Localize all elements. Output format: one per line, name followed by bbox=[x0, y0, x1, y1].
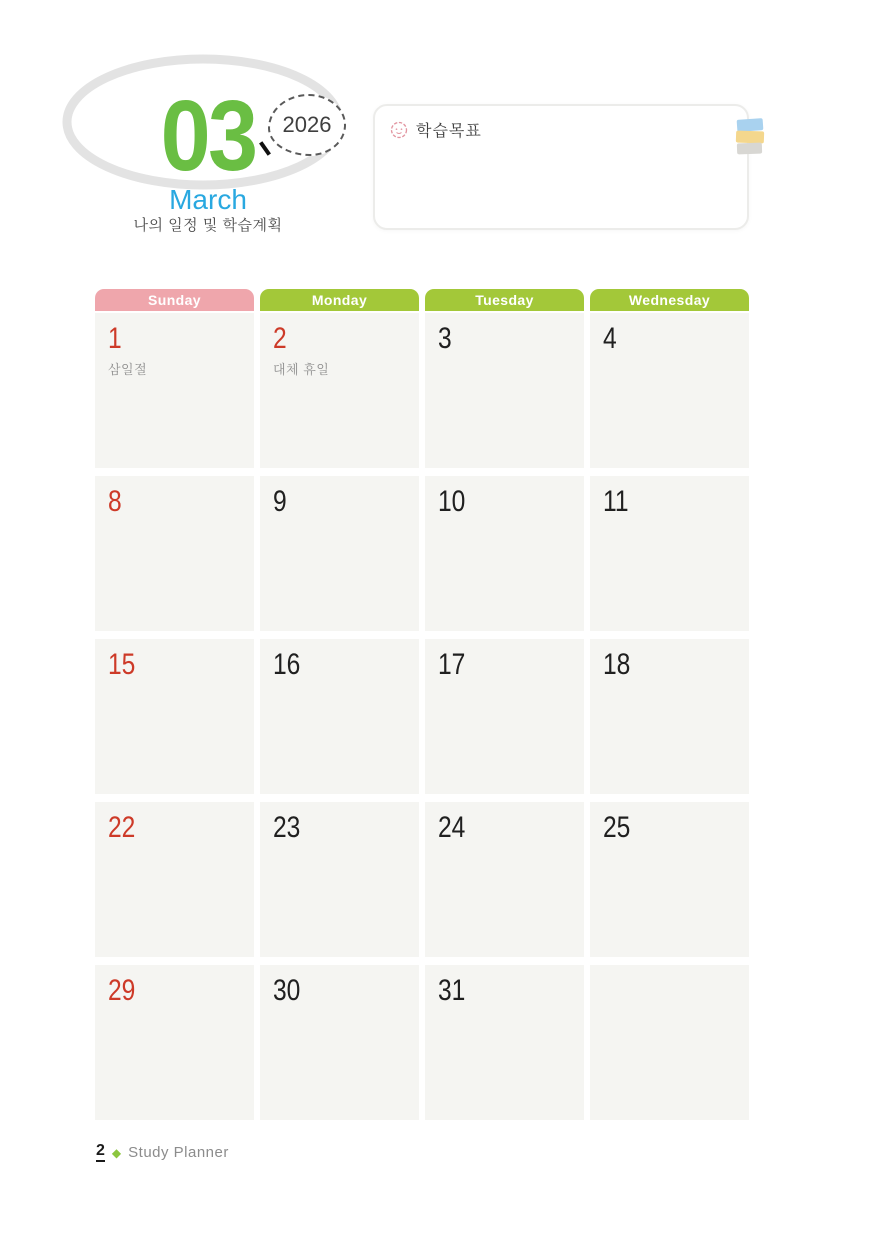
day-cell-16[interactable] bbox=[260, 639, 419, 794]
index-tab-yellow-tab[interactable] bbox=[736, 131, 764, 144]
page-footer bbox=[96, 1143, 229, 1162]
day-cell-15[interactable] bbox=[95, 639, 254, 794]
day-header-tuesday: Tuesday bbox=[425, 289, 584, 311]
day-number: 8 bbox=[108, 485, 122, 518]
month-name: March bbox=[169, 184, 247, 215]
day-number: 9 bbox=[273, 485, 287, 518]
calendar-grid bbox=[95, 289, 749, 1120]
day-number: 17 bbox=[438, 648, 466, 681]
day-cell-30[interactable] bbox=[260, 965, 419, 1120]
day-cell-25[interactable] bbox=[590, 802, 749, 957]
day-number: 3 bbox=[438, 322, 452, 355]
goal-box-header bbox=[375, 106, 747, 141]
day-number: 22 bbox=[108, 811, 136, 844]
day-cell-29[interactable] bbox=[95, 965, 254, 1120]
day-cell-18[interactable] bbox=[590, 639, 749, 794]
day-header-wednesday: Wednesday bbox=[590, 289, 749, 311]
month-number: 03 bbox=[160, 80, 256, 192]
day-cell-31[interactable] bbox=[425, 965, 584, 1120]
diamond-icon: ◆ bbox=[111, 1145, 122, 1160]
day-cell-empty[interactable] bbox=[590, 965, 749, 1120]
day-cell-10[interactable] bbox=[425, 476, 584, 631]
day-cell-1[interactable] bbox=[95, 313, 254, 468]
goal-box-label: 학습목표 bbox=[416, 123, 482, 140]
day-number: 30 bbox=[273, 974, 301, 1007]
day-number: 1 bbox=[108, 322, 122, 355]
day-number: 4 bbox=[603, 322, 617, 355]
day-cell-8[interactable] bbox=[95, 476, 254, 631]
index-tab-gray-tab[interactable] bbox=[737, 143, 762, 155]
day-cell-4[interactable] bbox=[590, 313, 749, 468]
year-bubble bbox=[268, 94, 346, 156]
smiley-doodle-icon bbox=[389, 120, 409, 140]
day-number: 23 bbox=[273, 811, 301, 844]
day-cell-3[interactable] bbox=[425, 313, 584, 468]
day-header-monday: Monday bbox=[260, 289, 419, 311]
day-number: 2 bbox=[273, 322, 287, 355]
day-cell-17[interactable] bbox=[425, 639, 584, 794]
day-number: 29 bbox=[108, 974, 136, 1007]
day-header-sunday: Sunday bbox=[95, 289, 254, 311]
day-number: 25 bbox=[603, 811, 631, 844]
day-number: 24 bbox=[438, 811, 466, 844]
study-goal-box[interactable] bbox=[373, 104, 749, 230]
day-number: 10 bbox=[438, 485, 466, 518]
page-number: 2 bbox=[96, 1143, 105, 1162]
day-number: 11 bbox=[603, 485, 629, 518]
year-label: 2026 bbox=[282, 112, 332, 137]
day-cell-24[interactable] bbox=[425, 802, 584, 957]
calendar-body bbox=[95, 313, 749, 1120]
day-cell-11[interactable] bbox=[590, 476, 749, 631]
day-number: 15 bbox=[108, 648, 136, 681]
day-cell-23[interactable] bbox=[260, 802, 419, 957]
day-cell-2[interactable] bbox=[260, 313, 419, 468]
month-subtitle: 나의 일정 및 학습계획 bbox=[133, 217, 283, 234]
day-cell-22[interactable] bbox=[95, 802, 254, 957]
calendar-header-row bbox=[95, 289, 749, 311]
day-number: 18 bbox=[603, 648, 631, 681]
holiday-label: 대체 휴일 bbox=[273, 362, 330, 377]
day-number: 31 bbox=[438, 974, 466, 1007]
brand-label: Study Planner bbox=[128, 1144, 229, 1161]
holiday-label: 삼일절 bbox=[108, 362, 148, 377]
day-cell-9[interactable] bbox=[260, 476, 419, 631]
day-number: 16 bbox=[273, 648, 301, 681]
